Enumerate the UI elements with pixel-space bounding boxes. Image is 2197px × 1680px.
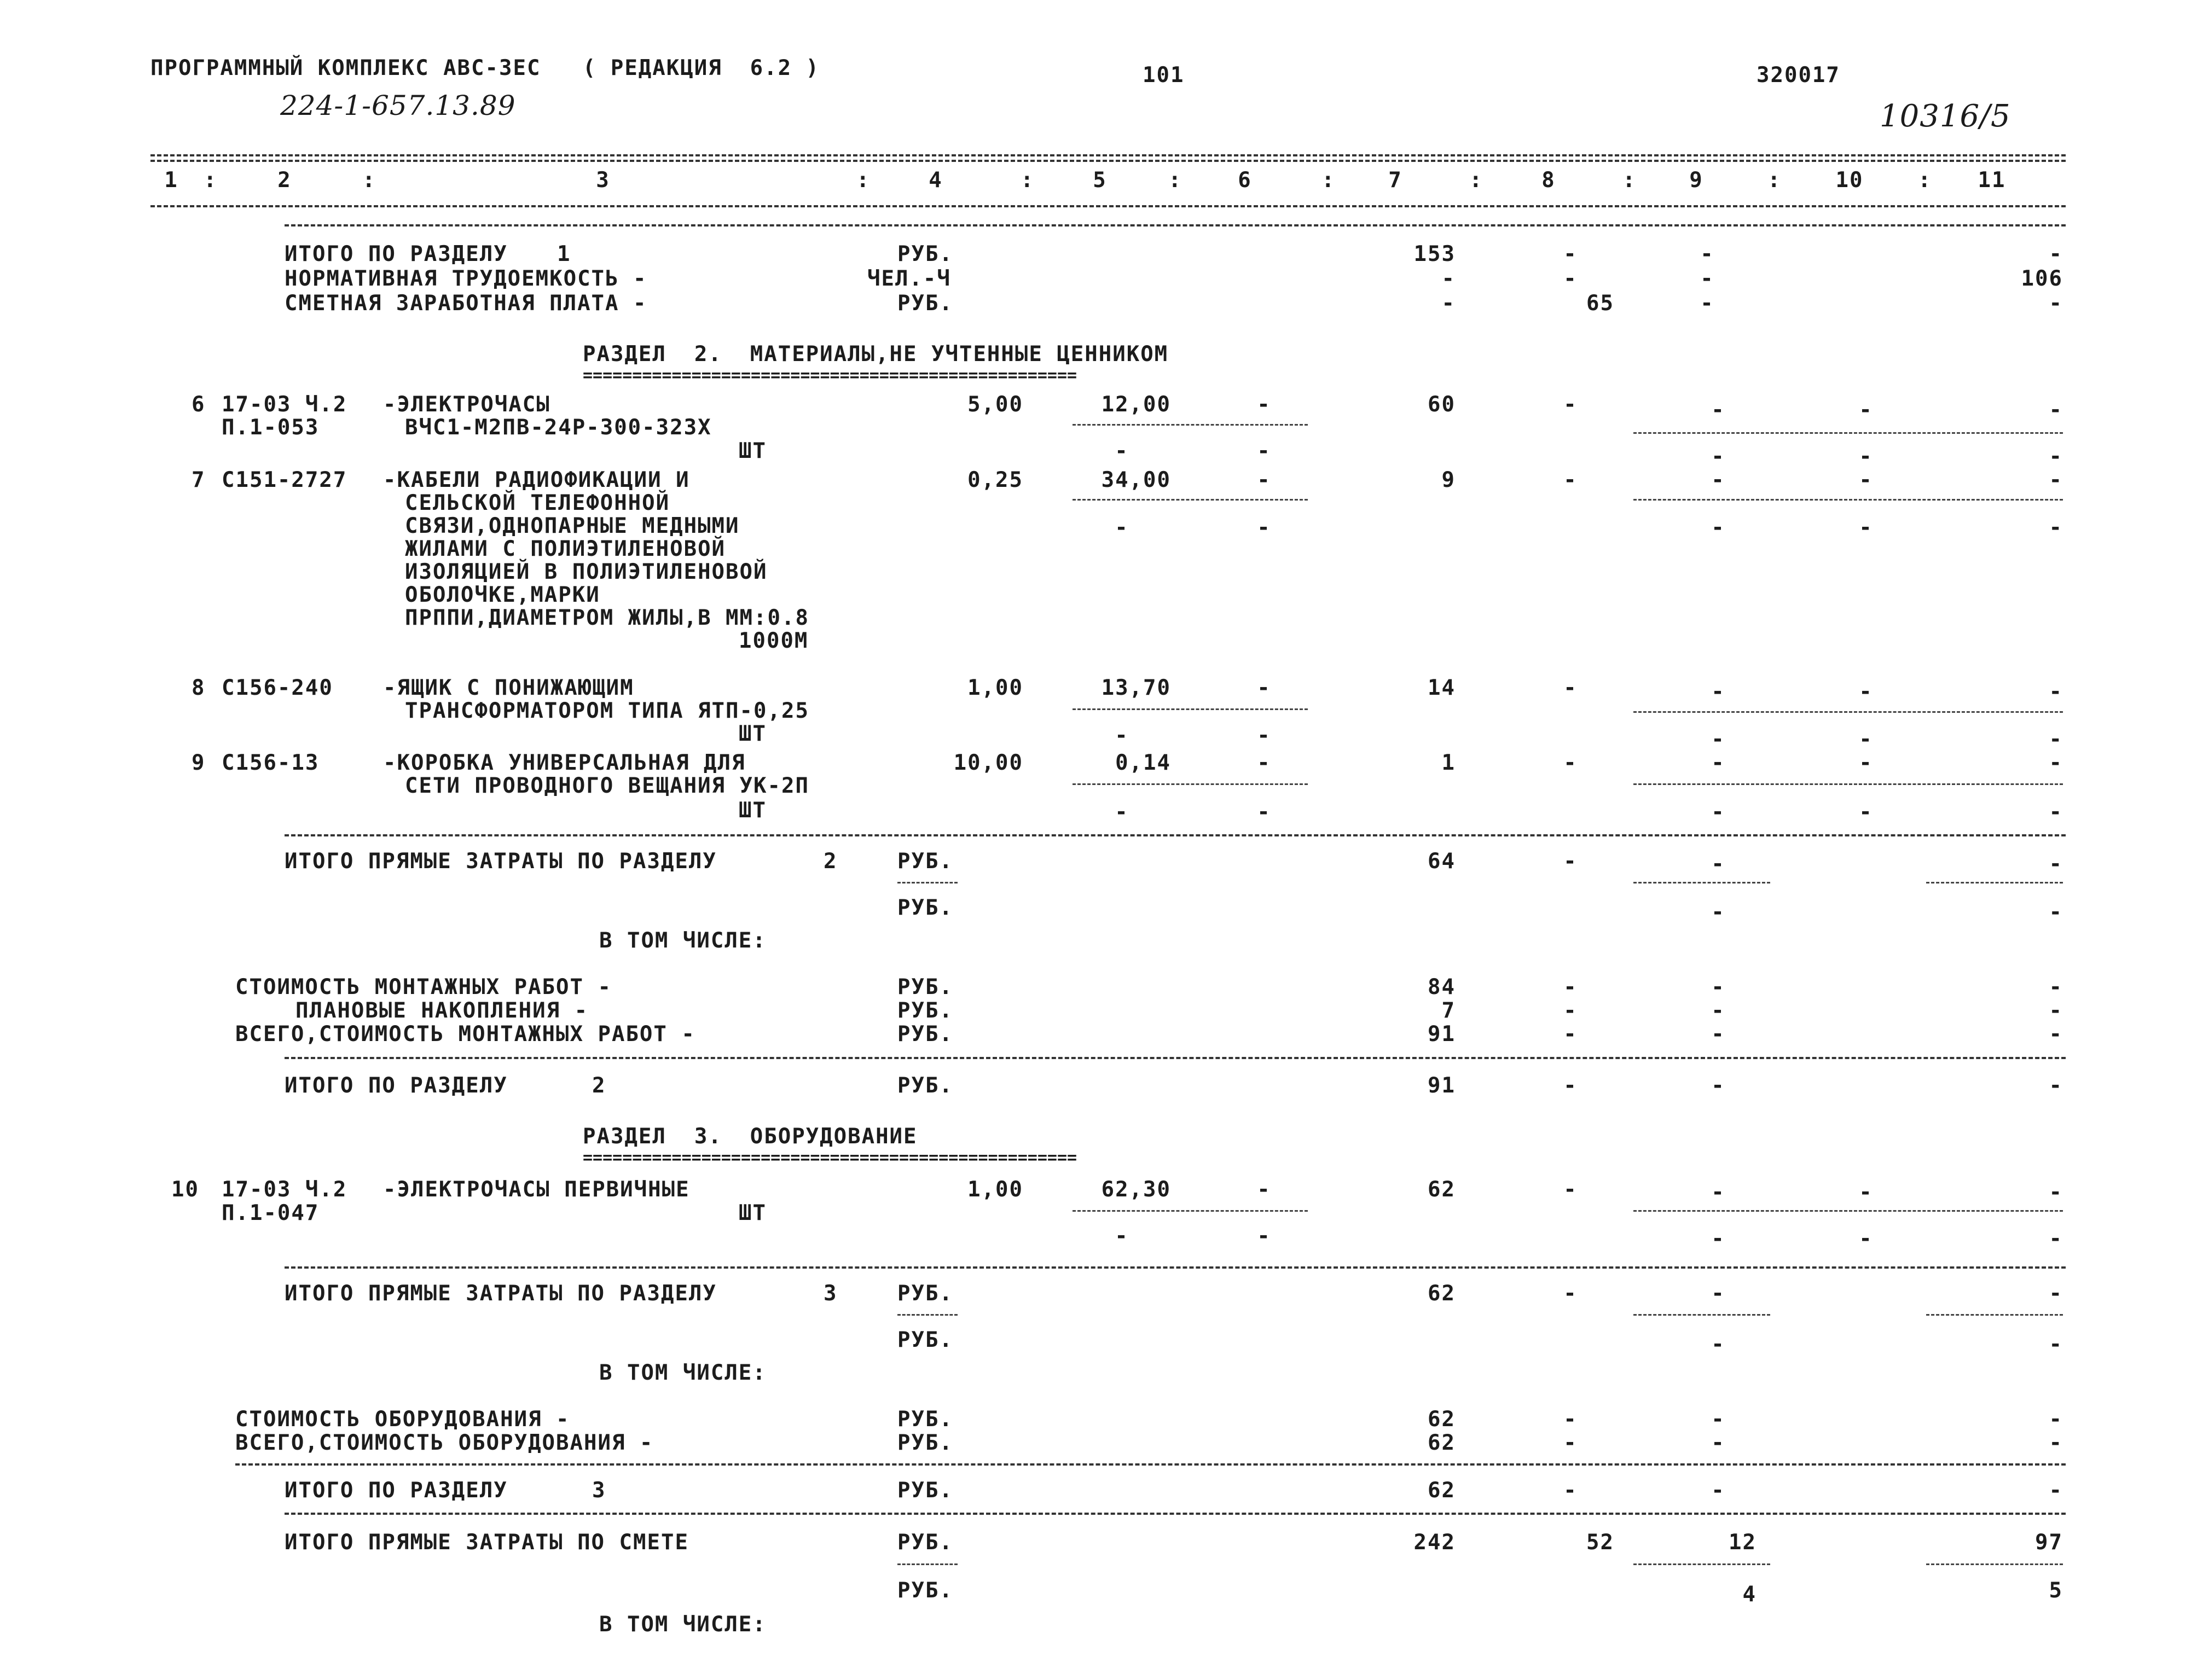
price-code: 17-03 Ч.2: [222, 1177, 347, 1202]
header-rule-top-2: [150, 160, 2066, 162]
cell-sub-col11: -: [2049, 727, 2063, 752]
cell-col11: -: [2049, 398, 2063, 422]
cell-unit-price: 34,00: [1101, 468, 1171, 492]
cell-col7: 153: [1413, 242, 1456, 266]
cell-col7: 62: [1428, 1281, 1456, 1306]
cell-col8: -: [1563, 1073, 1578, 1098]
column-header-10: 10: [1835, 168, 1864, 193]
program-title: ПРОГРАММНЫЙ КОМПЛЕКС АВС-ЗЕС ( РЕДАКЦИЯ 6.2 ): [150, 56, 820, 80]
cell-col8: -: [1563, 676, 1578, 700]
cell-col8: -: [1563, 392, 1578, 417]
including-label: В ТОМ ЧИСЛЕ:: [599, 1612, 767, 1637]
cell-col10: -: [1859, 679, 1873, 704]
unit-label: РУБ.: [897, 975, 953, 999]
section-number: 3: [592, 1478, 606, 1503]
unit-label: РУБ.: [897, 1022, 953, 1047]
section2-underline: ==================================================: [583, 366, 1077, 385]
column-header-8: 8: [1541, 168, 1556, 193]
cell-col8: 52: [1586, 1530, 1614, 1555]
cell-col11: -: [2049, 975, 2063, 999]
cell-col8: -: [1563, 1022, 1578, 1047]
cell-col11: -: [2049, 1180, 2063, 1205]
cell-col7: 14: [1428, 676, 1456, 700]
cell-col9: -: [1711, 1281, 1725, 1306]
cell-rule: [1926, 1314, 2063, 1316]
column-separator: :: [1469, 168, 1483, 193]
cell-col6: -: [1257, 751, 1271, 775]
column-header-9: 9: [1689, 168, 1703, 193]
unit-label: РУБ.: [897, 1407, 953, 1432]
cell-col9: -: [1711, 1022, 1725, 1047]
cell-col6: -: [1257, 392, 1271, 417]
row-number: 6: [192, 392, 206, 417]
including-label: В ТОМ ЧИСЛЕ:: [599, 928, 767, 953]
cell-sub-col6: -: [1257, 439, 1271, 463]
unit-label: РУБ.: [897, 242, 953, 266]
total-installation-label: ВСЕГО,СТОИМОСТЬ МОНТАЖНЫХ РАБОТ -: [235, 1022, 695, 1047]
cell-col11: -: [2049, 1332, 2063, 1357]
cell-rule: [1926, 882, 2063, 883]
column-header-6: 6: [1238, 168, 1252, 193]
cell-sub-col10: -: [1859, 1226, 1873, 1251]
cell-sub-col9: -: [1711, 727, 1725, 752]
cell-quantity: 1,00: [967, 1177, 1023, 1202]
row-number: 10: [171, 1177, 199, 1202]
column-header-1: 1: [164, 168, 178, 193]
cell-rule: [1633, 1314, 1770, 1316]
cell-col8: -: [1563, 266, 1578, 291]
installation-cost-label: СТОИМОСТЬ МОНТАЖНЫХ РАБОТ -: [235, 975, 612, 999]
cell-col9: -: [1711, 852, 1725, 876]
item-description: -КОРОБКА УНИВЕРСАЛЬНАЯ ДЛЯ: [383, 751, 746, 775]
cell-col7: -: [1441, 266, 1456, 291]
cell-col9: -: [1700, 291, 1714, 316]
item-description: ТРАНСФОРМАТОРОМ ТИПА ЯТП-0,25: [405, 699, 809, 723]
header-rule-top: [150, 154, 2066, 156]
cell-col9: -: [1711, 998, 1725, 1023]
cell-col9: -: [1711, 468, 1725, 492]
cell-rule: [1633, 499, 2063, 501]
item-description: ИЗОЛЯЦИЕЙ В ПОЛИЭТИЛЕНОВОЙ: [405, 560, 768, 584]
unit-label: РУБ.: [897, 1478, 953, 1503]
cell-col9: -: [1711, 1431, 1725, 1455]
column-header-7: 7: [1388, 168, 1402, 193]
row-number: 9: [192, 751, 206, 775]
price-code: 17-03 Ч.2: [222, 392, 347, 417]
item-description: -ЭЛЕКТРОЧАСЫ ПЕРВИЧНЫЕ: [383, 1177, 690, 1202]
cell-sub-col11: -: [2049, 800, 2063, 824]
cell-col8: -: [1563, 1177, 1578, 1202]
unit-label: РУБ.: [897, 1073, 953, 1098]
section2-title: РАЗДЕЛ 2. МАТЕРИАЛЫ,НЕ УЧТЕННЫЕ ЦЕННИКОМ: [583, 342, 1169, 367]
cell-col6: -: [1257, 468, 1271, 492]
unit-label: РУБ.: [897, 1530, 953, 1555]
cell-col7: 9: [1441, 468, 1456, 492]
item-description: СЕЛЬСКОЙ ТЕЛЕФОННОЙ: [405, 491, 670, 515]
direct-cost-label: ИТОГО ПРЯМЫЕ ЗАТРАТЫ ПО РАЗДЕЛУ: [285, 1281, 717, 1306]
cell-rule: [1073, 1210, 1308, 1212]
cell-col11: -: [2049, 998, 2063, 1023]
column-separator: :: [1321, 168, 1336, 193]
cell-sub-col9: -: [1711, 800, 1725, 824]
cell-col10: -: [1859, 398, 1873, 422]
cell-col8: -: [1563, 849, 1578, 874]
cell-col11: -: [2049, 291, 2063, 316]
cell-col11: 97: [2035, 1530, 2063, 1555]
cell-sub-col11: -: [2049, 1226, 2063, 1251]
cell-col8: -: [1563, 1281, 1578, 1306]
section-number: 3: [824, 1281, 838, 1306]
cell-col8: -: [1563, 1478, 1578, 1503]
cell-col7: 62: [1428, 1177, 1456, 1202]
cell-rule: [1073, 424, 1308, 426]
price-code-sub: П.1-053: [222, 415, 320, 440]
row-number: 8: [192, 676, 206, 700]
cell-col8: -: [1563, 975, 1578, 999]
cell-col11: -: [2049, 1022, 2063, 1047]
cell-sub-col11: -: [2049, 444, 2063, 469]
cell-col7: 84: [1428, 975, 1456, 999]
cell-col8: -: [1563, 1431, 1578, 1455]
price-code: С156-13: [222, 751, 320, 775]
section3-underline: ==================================================: [583, 1148, 1077, 1167]
cell-unit-price: 62,30: [1101, 1177, 1171, 1202]
cell-col9: -: [1711, 1407, 1725, 1432]
direct-cost-label: ИТОГО ПРЯМЫЕ ЗАТРАТЫ ПО РАЗДЕЛУ: [285, 849, 717, 874]
cell-quantity: 10,00: [953, 751, 1023, 775]
cell-col8: -: [1563, 242, 1578, 266]
cell-col9: -: [1711, 1478, 1725, 1503]
cell-col9: 12: [1729, 1530, 1757, 1555]
row-number: 7: [192, 468, 206, 492]
column-header-2: 2: [277, 168, 292, 193]
column-separator: :: [362, 168, 376, 193]
cell-col8: 65: [1586, 291, 1614, 316]
cell-col11: -: [2049, 242, 2063, 266]
cell-rule: [1073, 783, 1308, 785]
cell-sub-col6: -: [1257, 515, 1271, 540]
section-total-label: ИТОГО ПО РАЗДЕЛУ: [285, 242, 508, 266]
cell-unit-price: 12,00: [1101, 392, 1171, 417]
cell-col7: 60: [1428, 392, 1456, 417]
unit-label: РУБ.: [897, 1578, 953, 1603]
cell-sub-col5: -: [1115, 515, 1129, 540]
cell-rule: [1633, 1563, 1770, 1565]
unit-label: РУБ.: [897, 1431, 953, 1455]
unit-label: ШТ: [739, 1201, 767, 1225]
cell-sub-col9: -: [1711, 444, 1725, 469]
cell-col9: -: [1711, 900, 1725, 925]
cell-col9: -: [1711, 975, 1725, 999]
cell-unit-price: 13,70: [1101, 676, 1171, 700]
cell-col7: 64: [1428, 849, 1456, 874]
cell-rule: [1073, 708, 1308, 710]
cell-col6: -: [1257, 1177, 1271, 1202]
cell-col9: -: [1711, 1180, 1725, 1205]
section-number: 1: [557, 242, 571, 266]
column-separator: :: [1168, 168, 1182, 193]
cell-col11: 5: [2049, 1578, 2063, 1603]
cell-unit-price: 0,14: [1115, 751, 1171, 775]
cell-col11: -: [2049, 1281, 2063, 1306]
cell-rule: [1633, 711, 2063, 713]
wage-label: СМЕТНАЯ ЗАРАБОТНАЯ ПЛАТА -: [285, 291, 647, 316]
cell-col11: -: [2049, 751, 2063, 775]
cell-sub-col9: -: [1711, 515, 1725, 540]
cell-sub-col6: -: [1257, 723, 1271, 748]
cell-sub-col11: -: [2049, 515, 2063, 540]
cell-sub-col6: -: [1257, 800, 1271, 824]
section3-title: РАЗДЕЛ 3. ОБОРУДОВАНИЕ: [583, 1124, 918, 1149]
cell-rule: [1633, 882, 1770, 883]
cell-sub-col5: -: [1115, 439, 1129, 463]
cell-sub-col6: -: [1257, 1224, 1271, 1248]
document-code: 320017: [1757, 63, 1840, 88]
cell-col7: 1: [1441, 751, 1456, 775]
column-header-3: 3: [596, 168, 610, 193]
section-number: 2: [592, 1073, 606, 1098]
item-description: -КАБЕЛИ РАДИОФИКАЦИИ И: [383, 468, 690, 492]
item-description: ВЧС1-М2ПВ-24Р-300-323Х: [405, 415, 712, 440]
labor-intensity-label: НОРМАТИВНАЯ ТРУДОЕМКОСТЬ -: [285, 266, 647, 291]
unit-label: РУБ.: [897, 291, 953, 316]
cell-rule: [1633, 1210, 2063, 1212]
column-header-11: 11: [1978, 168, 2006, 193]
cell-quantity: 0,25: [967, 468, 1023, 492]
unit-label: ШТ: [739, 722, 767, 746]
unit-label: ЧЕЛ.-Ч: [867, 266, 951, 291]
column-header-4: 4: [929, 168, 943, 193]
cell-col7: 91: [1428, 1022, 1456, 1047]
column-separator: :: [1767, 168, 1782, 193]
section-total-label: ИТОГО ПО РАЗДЕЛУ: [285, 1073, 508, 1098]
column-separator: :: [1021, 168, 1035, 193]
cell-col10: -: [1859, 1180, 1873, 1205]
header-rule-bottom: [150, 205, 2066, 207]
cell-sub-col5: -: [1115, 723, 1129, 748]
cell-col8: -: [1563, 1407, 1578, 1432]
cell-sub-col10: -: [1859, 515, 1873, 540]
cell-sub-col10: -: [1859, 727, 1873, 752]
cell-col10: -: [1859, 751, 1873, 775]
cell-col6: -: [1257, 676, 1271, 700]
section3-total-rule: [235, 1463, 2066, 1466]
cell-col7: 7: [1441, 998, 1456, 1023]
cell-sub-col10: -: [1859, 800, 1873, 824]
price-code-sub: П.1-047: [222, 1201, 320, 1225]
cell-rule: [1926, 1563, 2063, 1565]
section2-total-rule: [285, 1057, 2066, 1059]
section-total-label: ИТОГО ПО РАЗДЕЛУ: [285, 1478, 508, 1503]
cell-sub-col9: -: [1711, 1226, 1725, 1251]
page-number: 101: [1143, 63, 1185, 88]
cell-rule: [1633, 783, 2063, 785]
item-description: -ЭЛЕКТРОЧАСЫ: [383, 392, 550, 417]
cell-rule: [897, 882, 958, 883]
cell-col7: 62: [1428, 1407, 1456, 1432]
cell-col9: -: [1711, 751, 1725, 775]
cell-col8: -: [1563, 998, 1578, 1023]
price-code: С156-240: [222, 676, 333, 700]
planned-savings-label: ПЛАНОВЫЕ НАКОПЛЕНИЯ -: [295, 998, 589, 1023]
item-description: СЕТИ ПРОВОДНОГО ВЕЩАНИЯ УК-2П: [405, 774, 809, 798]
handwritten-reference: 10316/5: [1880, 98, 2011, 134]
equipment-cost-label: СТОИМОСТЬ ОБОРУДОВАНИЯ -: [235, 1407, 570, 1432]
cell-col8: -: [1563, 468, 1578, 492]
cell-col8: -: [1563, 751, 1578, 775]
cell-col11: -: [2049, 1073, 2063, 1098]
unit-label: РУБ.: [897, 998, 953, 1023]
cell-col9: -: [1711, 1073, 1725, 1098]
cell-col10: -: [1859, 468, 1873, 492]
cell-col7: 62: [1428, 1478, 1456, 1503]
cell-rule: [897, 1563, 958, 1565]
cell-col9: -: [1700, 242, 1714, 266]
including-label: В ТОМ ЧИСЛЕ:: [599, 1361, 767, 1385]
unit-label: РУБ.: [897, 849, 953, 874]
item-description: -ЯЩИК С ПОНИЖАЮЩИМ: [383, 676, 634, 700]
item-description: СВЯЗИ,ОДНОПАРНЫЕ МЕДНЫМИ: [405, 514, 740, 538]
cell-col7: 242: [1413, 1530, 1456, 1555]
cell-col9: 4: [1742, 1582, 1757, 1607]
cell-col11: -: [2049, 679, 2063, 704]
estimate-direct-label: ИТОГО ПРЯМЫЕ ЗАТРАТЫ ПО СМЕТЕ: [285, 1530, 689, 1555]
unit-label: РУБ.: [897, 896, 953, 920]
cell-col9: -: [1711, 679, 1725, 704]
cell-col11: -: [2049, 1431, 2063, 1455]
cell-col11: -: [2049, 852, 2063, 876]
unit-label: 1000М: [739, 629, 809, 653]
item-description: ЖИЛАМИ С ПОЛИЭТИЛЕНОВОЙ: [405, 537, 726, 561]
section2-direct-rule: [285, 834, 2066, 836]
column-separator: :: [1918, 168, 1932, 193]
cell-col11: -: [2049, 468, 2063, 492]
unit-label: ШТ: [739, 439, 767, 463]
total-equipment-label: ВСЕГО,СТОИМОСТЬ ОБОРУДОВАНИЯ -: [235, 1431, 654, 1455]
cell-col11: 106: [2021, 266, 2063, 291]
unit-label: РУБ.: [897, 1328, 953, 1352]
cell-col9: -: [1711, 398, 1725, 422]
cell-col7: 62: [1428, 1431, 1456, 1455]
price-code: С151-2727: [222, 468, 347, 492]
cell-rule: [897, 1314, 958, 1316]
cell-col9: -: [1711, 1332, 1725, 1357]
unit-label: ШТ: [739, 798, 767, 823]
section1-rule: [285, 224, 2066, 226]
section-number: 2: [824, 849, 838, 874]
column-header-5: 5: [1093, 168, 1107, 193]
cell-sub-col10: -: [1859, 444, 1873, 469]
cell-quantity: 1,00: [967, 676, 1023, 700]
item-description: ОБОЛОЧКЕ,МАРКИ: [405, 583, 600, 607]
column-separator: :: [204, 168, 218, 193]
cell-col11: -: [2049, 1407, 2063, 1432]
unit-label: РУБ.: [897, 1281, 953, 1306]
cell-sub-col5: -: [1115, 1224, 1129, 1248]
cell-col7: -: [1441, 291, 1456, 316]
cell-col11: -: [2049, 1478, 2063, 1503]
item-description: ПРППИ,ДИАМЕТРОМ ЖИЛЫ,В ММ:0.8: [405, 606, 809, 630]
cell-col11: -: [2049, 900, 2063, 925]
section3-direct-rule: [285, 1266, 2066, 1269]
estimate-rule: [285, 1513, 2066, 1515]
cell-rule: [1633, 432, 2063, 434]
cell-col9: -: [1700, 266, 1714, 291]
cell-sub-col5: -: [1115, 800, 1129, 824]
cell-rule: [1073, 499, 1308, 501]
handwritten-code: 224-1-657.13.89: [280, 90, 516, 121]
cell-quantity: 5,00: [967, 392, 1023, 417]
column-separator: :: [856, 168, 871, 193]
cell-col7: 91: [1428, 1073, 1456, 1098]
column-separator: :: [1622, 168, 1637, 193]
